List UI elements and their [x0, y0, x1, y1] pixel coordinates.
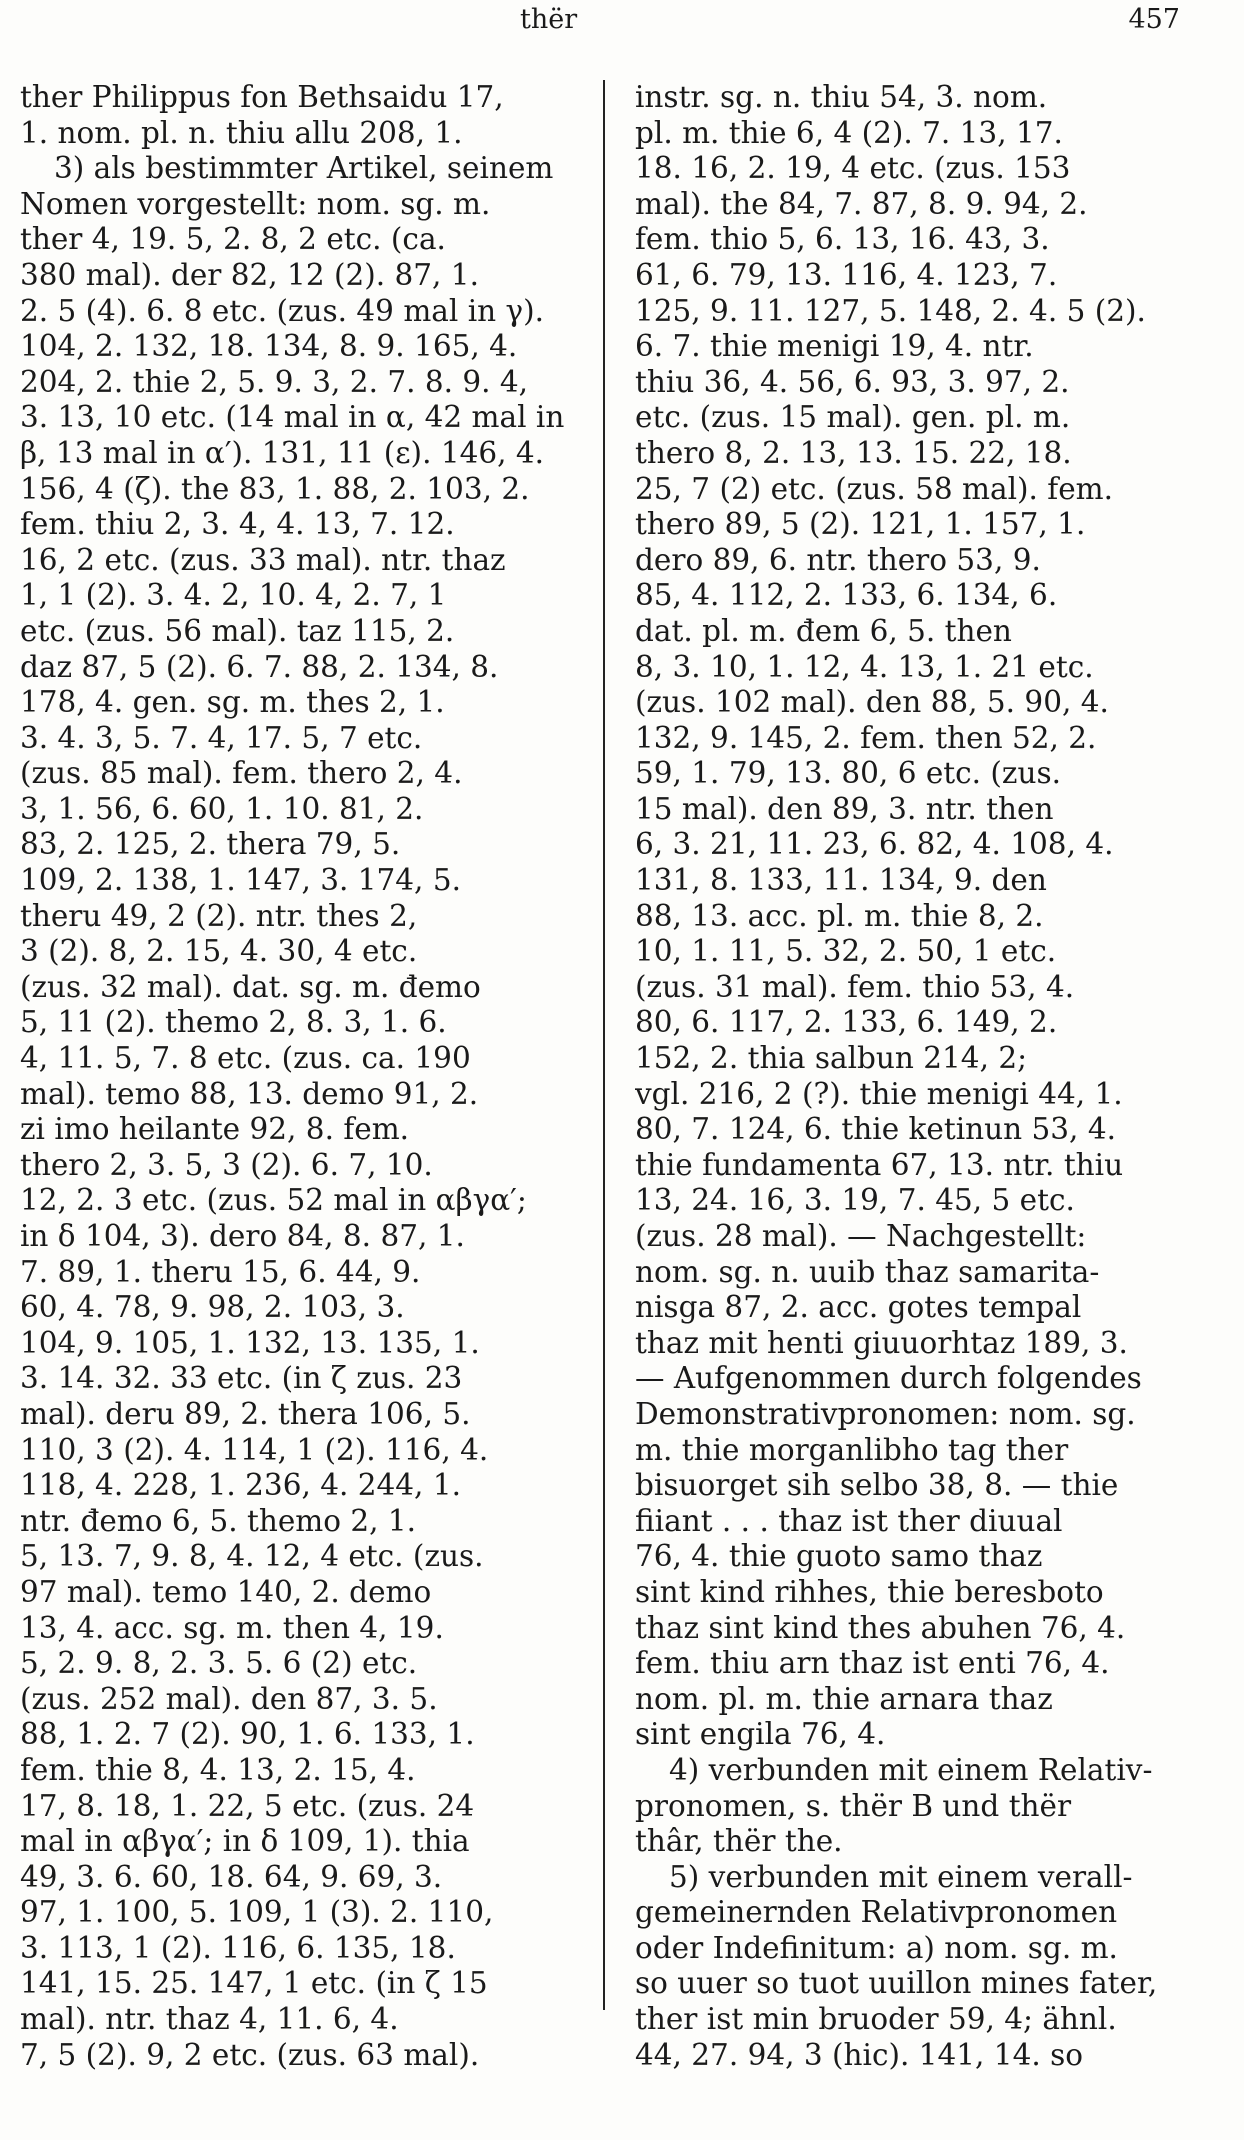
entry-line: 3. 14. 32. 33 etc. (in ζ zus. 23 [20, 1361, 463, 1396]
entry-line: m. thie morganlibho tag ther [635, 1432, 1069, 1467]
entry-line: daz 87, 5 (2). 6. 7. 88, 2. 134, 8. [20, 649, 499, 684]
entry-line: thaz mit henti giuuorhtaz 189, 3. [635, 1325, 1128, 1360]
entry-line: 6. 7. thie menigi 19, 4. ntr. [635, 329, 1034, 364]
entry-line: 5, 13. 7, 9. 8, 4. 12, 4 etc. (zus. [20, 1539, 484, 1574]
entry-line: 60, 4. 78, 9. 98, 2. 103, 3. [20, 1290, 405, 1325]
entry-line: ther 4, 19. 5, 2. 8, 2 etc. (ca. [20, 222, 446, 257]
entry-line: 2. 5 (4). 6. 8 etc. (zus. 49 mal in γ). [20, 293, 545, 328]
entry-line: 61, 6. 79, 13. 116, 4. 123, 7. [635, 257, 1058, 292]
entry-line: 4) verbunden mit einem Relativ- [669, 1752, 1153, 1787]
entry-line: 25, 7 (2) etc. (zus. 58 mal). fem. [635, 471, 1114, 506]
running-head [0, 4, 1244, 40]
entry-line: Nomen vorgestellt: nom. sg. m. [20, 186, 491, 221]
entry-line: 18. 16, 2. 19, 4 etc. (zus. 153 [635, 151, 1071, 186]
entry-line: 59, 1. 79, 13. 80, 6 etc. (zus. [635, 756, 1061, 791]
entry-line: 118, 4. 228, 1. 236, 4. 244, 1. [20, 1468, 461, 1503]
entry-line: 3. 4. 3, 5. 7. 4, 17. 5, 7 etc. [20, 720, 423, 755]
entry-line: 13, 4. acc. sg. m. then 4, 19. [20, 1610, 444, 1645]
entry-line: thero 2, 3. 5, 3 (2). 6. 7, 10. [20, 1147, 433, 1182]
entry-line: (zus. 85 mal). fem. thero 2, 4. [20, 756, 463, 791]
entry-line: 17, 8. 18, 1. 22, 5 etc. (zus. 24 [20, 1788, 475, 1823]
entry-line: 104, 2. 132, 18. 134, 8. 9. 165, 4. [20, 329, 518, 364]
entry-line: 8, 3. 10, 1. 12, 4. 13, 1. 21 etc. [635, 649, 1094, 684]
entry-line: thie fundamenta 67, 13. ntr. thiu [635, 1147, 1124, 1182]
entry-line: 156, 4 (ζ). the 83, 1. 88, 2. 103, 2. [20, 471, 530, 506]
entry-line: fem. thie 8, 4. 13, 2. 15, 4. [20, 1752, 416, 1787]
entry-line: 125, 9. 11. 127, 5. 148, 2. 4. 5 (2). [635, 293, 1146, 328]
entry-line: 3, 1. 56, 6. 60, 1. 10. 81, 2. [20, 791, 424, 826]
entry-line: 3. 113, 1 (2). 116, 6. 135, 18. [20, 1930, 456, 1965]
entry-line: mal). temo 88, 13. demo 91, 2. [20, 1076, 479, 1111]
entry-line: 1, 1 (2). 3. 4. 2, 10. 4, 2. 7, 1 [20, 578, 447, 613]
entry-line: 7, 5 (2). 9, 2 etc. (zus. 63 mal). [20, 2037, 480, 2072]
entry-line: 178, 4. gen. sg. m. thes 2, 1. [20, 685, 445, 720]
entry-line: mal in αβγα′; in δ 109, 1). thia [20, 1824, 470, 1859]
entry-line: pl. m. thie 6, 4 (2). 7. 13, 17. [635, 115, 1063, 150]
column-divider [603, 80, 605, 2010]
entry-line: zi imo heilante 92, 8. fem. [20, 1112, 410, 1147]
entry-line: 88, 1. 2. 7 (2). 90, 1. 6. 133, 1. [20, 1717, 475, 1752]
entry-line: thero 8, 2. 13, 13. 15. 22, 18. [635, 435, 1072, 470]
entry-line: etc. (zus. 15 mal). gen. pl. m. [635, 400, 1071, 435]
entry-line: nisga 87, 2. acc. gotes tempal [635, 1290, 1082, 1325]
entry-line: (zus. 252 mal). den 87, 3. 5. [20, 1681, 438, 1716]
entry-line: 380 mal). der 82, 12 (2). 87, 1. [20, 257, 479, 292]
entry-line: mal). the 84, 7. 87, 8. 9. 94, 2. [635, 186, 1088, 221]
entry-line: — Aufgenommen durch folgendes [635, 1361, 1142, 1396]
entry-line: 49, 3. 6. 60, 18. 64, 9. 69, 3. [20, 1859, 443, 1894]
entry-line: 5) verbunden mit einem verall- [669, 1859, 1133, 1894]
entry-line: 12, 2. 3 etc. (zus. 52 mal in αβγα′; [20, 1183, 527, 1218]
entry-line: thâr, thër the. [635, 1824, 843, 1859]
entry-line: 5, 2. 9. 8, 2. 3. 5. 6 (2) etc. [20, 1646, 418, 1681]
entry-line: 109, 2. 138, 1. 147, 3. 174, 5. [20, 863, 461, 898]
entry-line: in δ 104, 3). dero 84, 8. 87, 1. [20, 1219, 465, 1253]
entry-line: (zus. 31 mal). fem. thio 53, 4. [635, 969, 1075, 1004]
entry-line: etc. (zus. 56 mal). taz 115, 2. [20, 613, 455, 648]
entry-line: dat. pl. m. đem 6, 5. then [635, 613, 1012, 648]
entry-line: β, 13 mal in α′). 131, 11 (ε). 146, 4. [20, 435, 545, 470]
entry-line: 97 mal). temo 140, 2. demo [20, 1574, 432, 1609]
entry-line: 83, 2. 125, 2. thera 79, 5. [20, 827, 401, 862]
entry-line: fem. thio 5, 6. 13, 16. 43, 3. [635, 222, 1050, 257]
entry-line: thaz sint kind thes abuhen 76, 4. [635, 1610, 1126, 1645]
entry-line: instr. sg. n. thiu 54, 3. nom. [635, 80, 1048, 114]
entry-line: fem. thiu arn thaz ist enti 76, 4. [635, 1646, 1110, 1681]
entry-line: 3. 13, 10 etc. (14 mal in α, 42 mal in [20, 400, 565, 435]
entry-line: 13, 24. 16, 3. 19, 7. 45, 5 etc. [635, 1183, 1075, 1218]
entry-line: 85, 4. 112, 2. 133, 6. 134, 6. [635, 578, 1058, 613]
entry-line: 7. 89, 1. theru 15, 6. 44, 9. [20, 1254, 421, 1289]
entry-line: 80, 7. 124, 6. thie ketinun 53, 4. [635, 1112, 1116, 1147]
entry-line: dero 89, 6. ntr. thero 53, 9. [635, 542, 1041, 577]
entry-line: nom. pl. m. thie arnara thaz [635, 1681, 1053, 1716]
entry-line: 3 (2). 8, 2. 15, 4. 30, 4 etc. [20, 934, 418, 969]
entry-line: 15 mal). den 89, 3. ntr. then [635, 791, 1054, 826]
entry-line: so uuer so tuot uuillon mines fater, [635, 1966, 1158, 2001]
entry-line: 16, 2 etc. (zus. 33 mal). ntr. thaz [20, 542, 506, 577]
entry-line: nom. sg. n. uuib thaz samarita- [635, 1254, 1100, 1289]
entry-line: 76, 4. thie guoto samo thaz [635, 1539, 1043, 1574]
entry-line: 4, 11. 5, 7. 8 etc. (zus. ca. 190 [20, 1041, 471, 1076]
entry-line: 6, 3. 21, 11. 23, 6. 82, 4. 108, 4. [635, 827, 1114, 862]
entry-line: Demonstrativpronomen: nom. sg. [635, 1396, 1136, 1431]
entry-line: mal). deru 89, 2. thera 106, 5. [20, 1396, 471, 1431]
entry-line: fem. thiu 2, 3. 4, 4. 13, 7. 12. [20, 507, 455, 542]
entry-line: 3) als bestimmter Artikel, seinem [54, 151, 554, 186]
entry-line: thiu 36, 4. 56, 6. 93, 3. 97, 2. [635, 364, 1070, 399]
entry-line: (zus. 28 mal). — Nachgestellt: [635, 1219, 1087, 1253]
entry-line: 44, 27. 94, 3 (hic). 141, 14. so [635, 2037, 1084, 2072]
right-column [635, 80, 1195, 2073]
entry-line: 152, 2. thia salbun 214, 2; [635, 1041, 1028, 1076]
entry-line: 131, 8. 133, 11. 134, 9. den [635, 863, 1047, 898]
left-column [20, 80, 580, 2073]
entry-line: bisuorget sih selbo 38, 8. — thie [635, 1468, 1119, 1503]
entry-line: fiiant . . . thaz ist ther diuual [635, 1503, 1063, 1538]
entry-line: (zus. 32 mal). dat. sg. m. đemo [20, 969, 481, 1004]
entry-line: theru 49, 2 (2). ntr. thes 2, [20, 898, 418, 933]
entry-line: pronomen, s. thër B und thër [635, 1788, 1072, 1823]
entry-line: 97, 1. 100, 5. 109, 1 (3). 2. 110, [20, 1895, 494, 1930]
entry-line: sint engila 76, 4. [635, 1717, 886, 1752]
entry-line: ther Philippus fon Bethsaidu 17, [20, 80, 504, 114]
entry-line: vgl. 216, 2 (?). thie menigi 44, 1. [635, 1076, 1123, 1111]
entry-line: (zus. 102 mal). den 88, 5. 90, 4. [635, 685, 1109, 720]
entry-line: 110, 3 (2). 4. 114, 1 (2). 116, 4. [20, 1432, 489, 1467]
page-number: 457 [1128, 4, 1180, 35]
entry-line: 80, 6. 117, 2. 133, 6. 149, 2. [635, 1005, 1058, 1040]
entry-line: 1. nom. pl. n. thiu allu 208, 1. [20, 115, 463, 150]
entry-line: 10, 1. 11, 5. 32, 2. 50, 1 etc. [635, 934, 1057, 969]
entry-line: ther ist min bruoder 59, 4; ähnl. [635, 2002, 1117, 2037]
entry-line: 132, 9. 145, 2. fem. then 52, 2. [635, 720, 1097, 755]
entry-line: 88, 13. acc. pl. m. thie 8, 2. [635, 898, 1044, 933]
entry-line: gemeinernden Relativpronomen [635, 1895, 1118, 1930]
entry-line: sint kind rihhes, thie beresboto [635, 1574, 1104, 1609]
entry-line: mal). ntr. thaz 4, 11. 6, 4. [20, 2002, 399, 2037]
entry-line: ntr. đemo 6, 5. themo 2, 1. [20, 1503, 417, 1538]
entry-line: thero 89, 5 (2). 121, 1. 157, 1. [635, 507, 1086, 542]
head-word: thër [520, 4, 578, 35]
entry-line: oder Indefinitum: a) nom. sg. m. [635, 1930, 1118, 1965]
entry-line: 204, 2. thie 2, 5. 9. 3, 2. 7. 8. 9. 4, [20, 364, 529, 399]
entry-line: 5, 11 (2). themo 2, 8. 3, 1. 6. [20, 1005, 447, 1040]
entry-line: 141, 15. 25. 147, 1 etc. (in ζ 15 [20, 1966, 488, 2001]
entry-line: 104, 9. 105, 1. 132, 13. 135, 1. [20, 1325, 480, 1360]
